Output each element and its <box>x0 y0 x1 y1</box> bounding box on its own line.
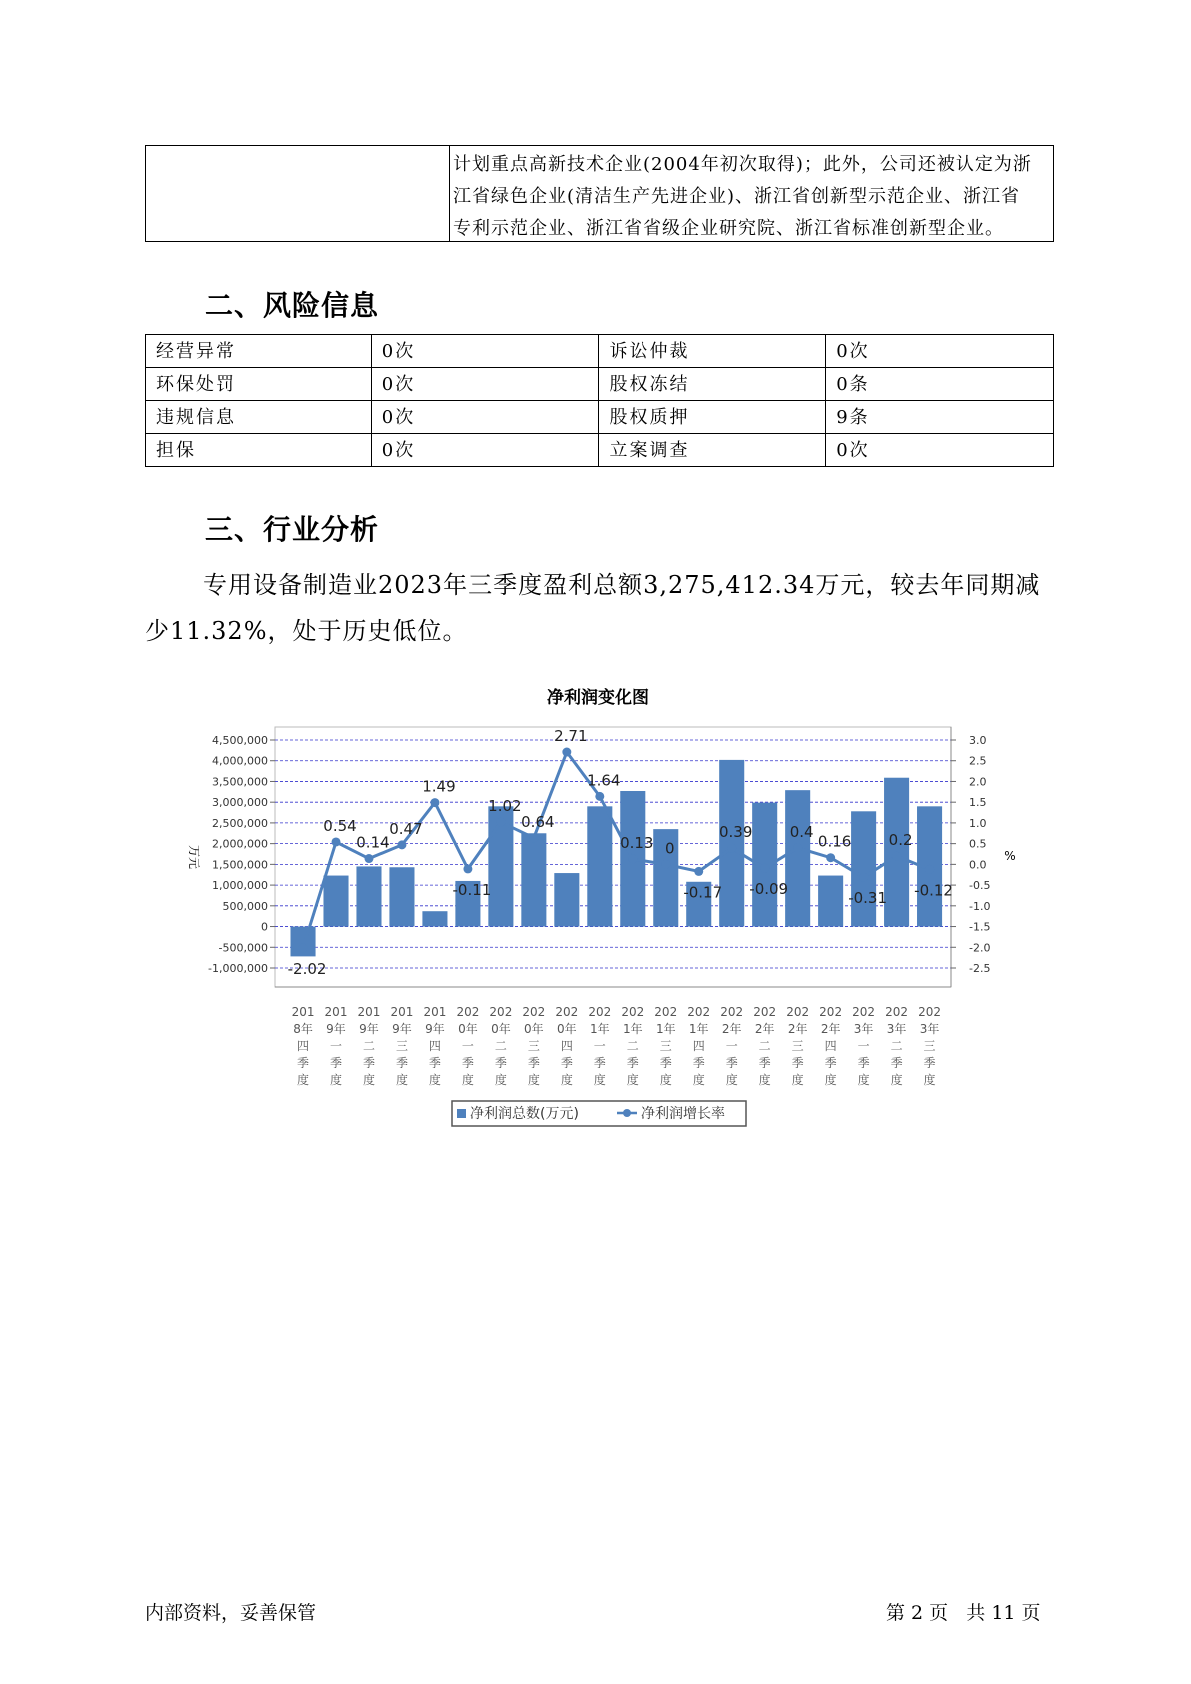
growth-point <box>661 860 670 869</box>
x-tick-label-part: 202 <box>753 1005 777 1019</box>
x-tick-label <box>456 1005 479 1087</box>
growth-point <box>299 944 308 953</box>
x-tick-label-part: 季 <box>560 1056 573 1070</box>
x-tick-labels <box>292 1005 941 1087</box>
x-tick-label <box>555 1005 578 1087</box>
x-tick-label-part: 一 <box>857 1039 870 1053</box>
y2-tick-label: 2.5 <box>969 754 987 768</box>
growth-point <box>694 867 703 876</box>
x-tick-label-part: 202 <box>687 1005 711 1019</box>
x-tick-label-part: 202 <box>786 1005 810 1019</box>
intro-table <box>145 145 1054 242</box>
growth-point <box>496 818 505 827</box>
bar <box>719 760 744 927</box>
x-tick-label <box>358 1005 381 1087</box>
x-tick-label-part: 三 <box>395 1039 408 1053</box>
growth-data-label: 0.54 <box>323 816 357 835</box>
x-tick-label <box>753 1005 776 1087</box>
x-tick-label-part: 四 <box>824 1039 837 1053</box>
y2-tick-label: 1.0 <box>969 816 987 830</box>
y2-tick-label: -0.5 <box>969 879 991 893</box>
x-tick-label-part: 3年 <box>886 1022 907 1036</box>
y2-tick-label: -1.0 <box>969 899 991 913</box>
x-tick-label-part: 201 <box>324 1005 348 1019</box>
x-tick-label-part: 202 <box>885 1005 909 1019</box>
x-tick-label-part: 度 <box>560 1073 573 1087</box>
growth-data-label: 1.49 <box>422 777 456 796</box>
risk-table <box>145 334 1054 467</box>
x-tick-label-part: 度 <box>857 1073 870 1087</box>
x-tick-label-part: 季 <box>527 1056 540 1070</box>
table-row <box>146 335 1054 368</box>
y-tick-label: 2,500,000 <box>212 816 268 830</box>
x-tick-label-part: 202 <box>720 1005 744 1019</box>
x-tick-label-part: 9年 <box>392 1022 412 1036</box>
y2-tick-label: -2.5 <box>969 962 991 975</box>
growth-point <box>760 864 769 873</box>
risk-value: 0次 <box>826 335 1054 368</box>
growth-data-label: 0.2 <box>888 831 913 850</box>
risk-label: 担保 <box>146 434 372 467</box>
x-tick-label-part: 度 <box>395 1073 408 1087</box>
y-tick-label: 4,500,000 <box>212 734 268 747</box>
footer-note: 内部资料，妥善保管 <box>145 1602 317 1624</box>
y-tick-label: 0 <box>261 920 268 934</box>
x-tick-label-part: 1年 <box>655 1022 676 1036</box>
x-tick-label-part: 季 <box>494 1056 507 1070</box>
x-tick-label-part: 202 <box>555 1005 579 1019</box>
x-tick-label-part: 度 <box>593 1073 606 1087</box>
x-tick-label-part: 201 <box>423 1005 447 1019</box>
x-tick-label-part: 度 <box>824 1073 837 1087</box>
x-tick-label-part: 3年 <box>919 1022 940 1036</box>
x-tick-label-part: 度 <box>362 1073 375 1087</box>
risk-value: 0次 <box>371 335 599 368</box>
x-tick-label-part: 9年 <box>359 1022 379 1036</box>
y-tick-label: 2,000,000 <box>212 837 268 851</box>
x-tick-label-part: 201 <box>291 1005 315 1019</box>
x-tick-label-part: 度 <box>461 1073 474 1087</box>
risk-value: 0条 <box>826 368 1054 401</box>
growth-data-label: -0.12 <box>914 881 953 900</box>
x-tick-label <box>621 1005 644 1087</box>
net-profit-chart <box>175 675 1020 1135</box>
x-tick-label-part: 度 <box>329 1073 343 1087</box>
growth-point <box>364 854 373 863</box>
x-tick-label-part: 2年 <box>754 1022 775 1036</box>
x-tick-label-part: 度 <box>428 1073 441 1087</box>
x-tick-label-part: 202 <box>522 1005 546 1019</box>
table-row <box>146 434 1054 467</box>
risk-heading: 二、风险信息 <box>205 289 380 322</box>
risk-value: 0次 <box>826 434 1054 467</box>
growth-data-label: 0.47 <box>389 819 423 838</box>
x-tick-label-part: 3年 <box>853 1022 874 1036</box>
x-tick-label-part: 度 <box>791 1073 804 1087</box>
bar <box>521 833 546 926</box>
x-tick-label-part: 季 <box>593 1056 606 1070</box>
x-tick-label-part: 1年 <box>688 1022 709 1036</box>
growth-data-label: 0 <box>664 839 675 858</box>
y2-tick-label: 2.0 <box>969 775 987 789</box>
risk-label: 股权冻结 <box>599 368 826 401</box>
x-tick-label-part: 二 <box>626 1039 639 1053</box>
x-tick-label-part: 季 <box>857 1056 870 1070</box>
growth-data-label: 0.4 <box>789 822 814 841</box>
growth-point <box>826 853 835 862</box>
y-tick-label: 1,500,000 <box>212 858 268 872</box>
y2-tick-label: 3.0 <box>969 734 987 747</box>
industry-heading: 三、行业分析 <box>205 513 380 546</box>
growth-point <box>859 873 868 882</box>
x-tick-label-part: 四 <box>560 1039 573 1053</box>
x-tick-label-part: 三 <box>791 1039 804 1053</box>
x-tick-label-part: 202 <box>489 1005 513 1019</box>
y2-tick-label: 0.5 <box>969 837 987 851</box>
x-tick-label-part: 度 <box>725 1073 738 1087</box>
growth-point <box>628 854 637 863</box>
x-tick-label-part: 一 <box>461 1039 474 1053</box>
legend <box>452 1101 746 1126</box>
x-tick-label <box>292 1005 315 1087</box>
x-tick-label <box>522 1005 545 1087</box>
legend-line-label: 净利润增长率 <box>641 1106 725 1122</box>
bar <box>323 876 348 927</box>
table-row <box>146 368 1054 401</box>
x-tick-label-part: 季 <box>923 1056 936 1070</box>
y-tick-label: -1,000,000 <box>208 962 268 975</box>
y-tick-label: 3,000,000 <box>212 796 268 810</box>
x-tick-label-part: 三 <box>527 1039 540 1053</box>
growth-data-label: 0.39 <box>719 823 753 842</box>
growth-data-label: 0.64 <box>521 812 555 831</box>
x-tick-label-part: 201 <box>390 1005 414 1019</box>
x-tick-label-part: 季 <box>758 1056 771 1070</box>
x-tick-label-part: 度 <box>692 1073 705 1087</box>
x-tick-label <box>885 1005 908 1087</box>
x-tick-label-part: 二 <box>494 1039 507 1053</box>
y-tick-label: -500,000 <box>218 941 268 955</box>
growth-point <box>397 840 406 849</box>
growth-data-label: 2.71 <box>554 727 588 746</box>
x-tick-label <box>786 1005 809 1087</box>
x-tick-label-part: 度 <box>297 1073 310 1087</box>
growth-data-label: -0.09 <box>749 880 789 899</box>
page-number: 第 2 页 共 11 页 <box>886 1602 1041 1624</box>
y2-tick-label: 0.0 <box>969 858 987 872</box>
risk-label: 违规信息 <box>146 401 372 434</box>
x-tick-label <box>687 1005 710 1087</box>
y-axis-label: 万元 <box>187 844 201 870</box>
x-tick-label-part: 9年 <box>425 1022 445 1036</box>
intro-line: 江省绿色企业(清洁生产先进企业)、浙江省创新型示范企业、浙江省 <box>453 186 1021 207</box>
x-tick-label-part: 二 <box>362 1039 375 1053</box>
growth-point <box>793 843 802 852</box>
x-tick-label-part: 一 <box>593 1039 606 1053</box>
growth-data-label: 1.64 <box>587 771 621 790</box>
x-tick-label <box>588 1005 611 1087</box>
growth-point <box>562 748 571 757</box>
intro-line: 计划重点高新技术企业(2004年初次取得)；此外，公司还被认定为浙 <box>453 154 1032 175</box>
x-tick-label-part: 度 <box>923 1073 936 1087</box>
legend-bar-label: 净利润总数(万元) <box>470 1106 579 1122</box>
x-tick-label-part: 季 <box>890 1056 903 1070</box>
y2-tick-label: -2.0 <box>969 941 991 955</box>
x-tick-label-part: 一 <box>329 1039 343 1053</box>
bar <box>587 806 612 926</box>
x-tick-label-part: 0年 <box>557 1022 577 1036</box>
growth-point <box>332 837 341 846</box>
y2-tick-label: -1.5 <box>969 920 991 934</box>
x-tick-label-part: 季 <box>824 1056 837 1070</box>
risk-value: 0次 <box>371 401 599 434</box>
y-tick-label: 4,000,000 <box>212 754 268 768</box>
intro-table-text-cell <box>450 146 1053 241</box>
risk-label: 环保处罚 <box>146 368 372 401</box>
x-tick-label-part: 度 <box>758 1073 771 1087</box>
risk-label: 立案调查 <box>599 434 826 467</box>
risk-label: 股权质押 <box>599 401 826 434</box>
x-tick-label-part: 季 <box>362 1056 375 1070</box>
risk-value: 0次 <box>371 434 599 467</box>
growth-data-label: 0.16 <box>817 832 852 851</box>
risk-value: 0次 <box>371 368 599 401</box>
x-tick-label-part: 三 <box>659 1039 672 1053</box>
x-tick-label <box>654 1005 677 1087</box>
x-tick-label <box>819 1005 842 1087</box>
bar <box>785 790 810 926</box>
x-tick-label-part: 0年 <box>491 1022 511 1036</box>
y-tick-label: 3,500,000 <box>212 775 268 789</box>
x-tick-label-part: 0年 <box>524 1022 544 1036</box>
bar <box>356 866 381 926</box>
growth-point <box>727 844 736 853</box>
growth-data-label: -0.17 <box>683 883 723 902</box>
x-tick-label-part: 季 <box>297 1056 310 1070</box>
x-tick-label-part: 202 <box>588 1005 612 1019</box>
industry-paragraph: 专用设备制造业2023年三季度盈利总额3,275,412.34万元，较去年同期减少11.32%，处于历史低位。 <box>145 571 1041 645</box>
growth-data-label: 0.14 <box>356 833 390 852</box>
x-tick-label-part: 四 <box>692 1039 705 1053</box>
growth-point <box>430 798 439 807</box>
x-tick-label-part: 季 <box>395 1056 408 1070</box>
x-tick-label-part: 2年 <box>820 1022 841 1036</box>
intro-table-left-cell <box>146 146 450 241</box>
x-tick-label-part: 二 <box>758 1039 771 1053</box>
x-tick-label-part: 202 <box>456 1005 480 1019</box>
x-tick-label-part: 度 <box>626 1073 639 1087</box>
x-tick-label-part: 202 <box>852 1005 876 1019</box>
x-tick-label-part: 季 <box>791 1056 804 1070</box>
bar <box>422 911 447 926</box>
growth-data-label: 0.13 <box>620 833 654 852</box>
x-tick-label-part: 1年 <box>622 1022 643 1036</box>
growth-data-label: -2.02 <box>287 960 327 979</box>
x-tick-label-part: 度 <box>659 1073 672 1087</box>
x-tick-label-part: 一 <box>725 1039 738 1053</box>
x-tick-label-part: 2年 <box>787 1022 808 1036</box>
growth-data-label: 1.02 <box>488 797 522 816</box>
risk-value: 9条 <box>826 401 1054 434</box>
x-tick-label-part: 四 <box>297 1039 310 1053</box>
x-tick-label <box>720 1005 743 1087</box>
x-tick-label-part: 季 <box>626 1056 639 1070</box>
bar <box>389 867 414 926</box>
growth-point <box>595 792 604 801</box>
x-tick-label-part: 度 <box>527 1073 540 1087</box>
chart-title: 净利润变化图 <box>547 688 649 708</box>
bar <box>818 876 843 927</box>
bar <box>554 873 579 926</box>
x-tick-label <box>391 1005 414 1087</box>
growth-point <box>925 865 934 874</box>
x-tick-label-part: 二 <box>890 1039 903 1053</box>
x-tick-label-part: 季 <box>725 1056 738 1070</box>
x-tick-label-part: 季 <box>659 1056 672 1070</box>
legend-line-marker <box>623 1109 631 1117</box>
y2-tick-label: 1.5 <box>969 796 987 810</box>
x-tick-label-part: 202 <box>918 1005 942 1019</box>
x-tick-label-part: 季 <box>461 1056 474 1070</box>
x-tick-label <box>918 1005 941 1087</box>
x-tick-label-part: 8年 <box>293 1022 313 1036</box>
x-tick-label-part: 度 <box>494 1073 507 1087</box>
x-tick-label-part: 0年 <box>458 1022 478 1036</box>
x-tick-label-part: 1年 <box>589 1022 610 1036</box>
x-tick-label-part: 9年 <box>326 1022 346 1036</box>
y2-axis-label: % <box>1004 849 1016 863</box>
x-tick-label-part: 季 <box>428 1056 441 1070</box>
x-tick-label <box>489 1005 512 1087</box>
risk-label: 经营异常 <box>146 335 372 368</box>
growth-point <box>463 864 472 873</box>
y-tick-label: 500,000 <box>222 899 268 913</box>
risk-label: 诉讼仲裁 <box>599 335 826 368</box>
x-tick-label-part: 201 <box>357 1005 381 1019</box>
y-tick-label: 1,000,000 <box>212 879 268 893</box>
growth-point <box>892 852 901 861</box>
x-tick-label-part: 2年 <box>721 1022 742 1036</box>
legend-bar-swatch <box>457 1109 466 1118</box>
growth-data-label: -0.31 <box>848 889 888 908</box>
x-tick-label-part: 202 <box>819 1005 843 1019</box>
growth-point <box>529 833 538 842</box>
x-tick-label <box>423 1005 446 1087</box>
x-tick-label-part: 度 <box>890 1073 903 1087</box>
x-tick-label-part: 四 <box>428 1039 441 1053</box>
x-tick-label-part: 季 <box>329 1056 343 1070</box>
x-tick-label <box>852 1005 875 1087</box>
x-tick-label <box>325 1005 348 1087</box>
x-tick-label-part: 三 <box>923 1039 936 1053</box>
bar <box>851 811 876 926</box>
table-row <box>146 401 1054 434</box>
x-tick-label-part: 202 <box>621 1005 645 1019</box>
intro-line: 专利示范企业、浙江省省级企业研究院、浙江省标准创新型企业。 <box>453 218 1004 239</box>
x-tick-label-part: 202 <box>654 1005 678 1019</box>
x-tick-label-part: 季 <box>692 1056 705 1070</box>
growth-data-label: -0.11 <box>452 880 492 899</box>
